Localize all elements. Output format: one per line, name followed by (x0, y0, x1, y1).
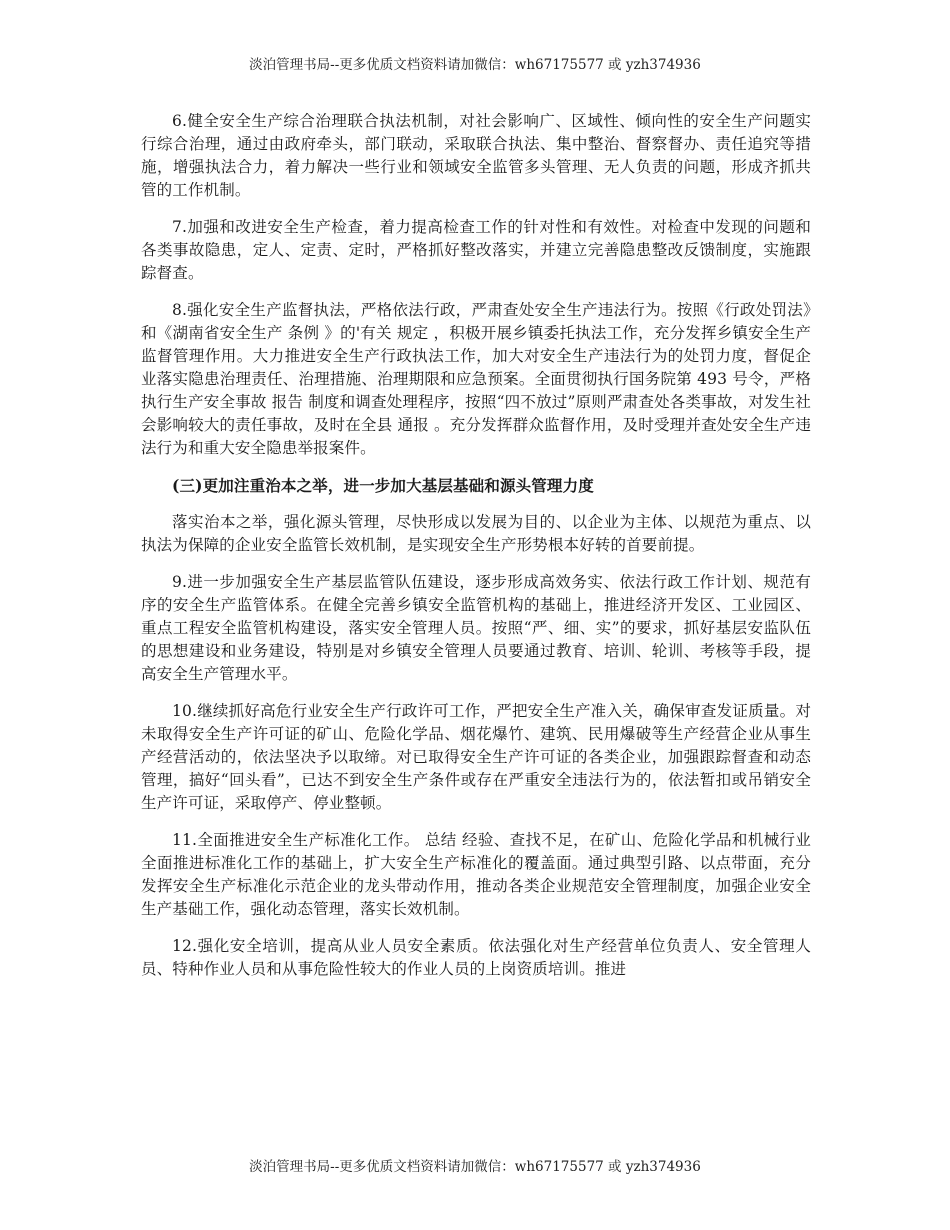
section-heading: (三)更加注重治本之举，进一步加大基层基础和源头管理力度 (172, 476, 594, 495)
paragraph-item-10: 10.继续抓好高危行业安全生产行政许可工作，严把安全生产准入关，确保审查发证质量。对未取得安全生产许可证的矿山、危险化学品、烟花爆竹、建筑、民用爆破等生产经营企业从事生产经营活动的，依法坚决予以取缔。对已取得安全生产许可证的各类企业，加强跟踪督查和动态管理，搞好“回头看”，已达不到安全生产条件或存在严重安全违法行为的，依法暂扣或吊销安全生产许可证，采取停产、停业整顿。 (141, 702, 811, 812)
document-body (141, 110, 811, 995)
paragraph-item-6: 6.健全安全生产综合治理联合执法机制，对社会影响广、区域性、倾向性的安全生产问题实行综合治理，通过由政府牵头，部门联动，采取联合执法、集中整治、督察督办、责任追究等措施，增强执法合力，着力解决一些行业和领域安全监管多头管理、无人负责的问题，形成齐抓共管的工作机制。 (141, 112, 811, 199)
paragraph-section-intro: 落实治本之举，强化源头管理，尽快形成以发展为目的、以企业为主体、以规范为重点、以执法为保障的企业安全监管长效机制，是实现安全生产形势根本好转的首要前提。 (141, 513, 811, 554)
paragraph-item-7: 7.加强和改进安全生产检查，着力提高检查工作的针对性和有效性。对检查中发现的问题和各类事故隐患，定人、定责、定时，严格抓好整改落实，并建立完善隐患整改反馈制度，实施跟踪督查。 (141, 218, 811, 282)
paragraph-item-8: 8.强化安全生产监督执法，严格依法行政，严肃查处安全生产违法行为。按照《行政处罚法》和《湖南省安全生产 条例 》的'有关 规定 ，积极开展乡镇委托执法工作，充分发挥乡镇安全生产监督管理作用。大力推进安全生产行政执法工作，加大对安全生产违法行为的处罚力度，督促企业落实隐患治理责任、治理措施、治理期限和应急预案。全面贯彻执行国务院第 493 号令，严格执行生产安全事故 报告 制度和调查处理程序，按照“四不放过”原则严肃查处各类事故，对发生社会影响较大的责任事故，及时在全县 通报 。充分发挥群众监督作用，及时受理并查处安全生产违法行为和重大安全隐患举报案件。 (141, 301, 811, 457)
page-header: 淡泊管理书局--更多优质文档资料请加微信：wh67175577 或 yzh374936 (249, 57, 701, 73)
paragraph-item-11: 11.全面推进安全生产标准化工作。 总结 经验、查找不足，在矿山、危险化学品和机械行业全面推进标准化工作的基础上，扩大安全生产标准化的覆盖面。通过典型引路、以点带面，充分发挥安全生产标准化示范企业的龙头带动作用，推动各类企业规范安全管理制度，加强企业安全生产基础工作，强化动态管理，落实长效机制。 (141, 831, 811, 918)
paragraph-item-9: 9.进一步加强安全生产基层监管队伍建设，逐步形成高效务实、依法行政工作计划、规范有序的安全生产监管体系。在健全完善乡镇安全监管机构的基础上，推进经济开发区、工业园区、重点工程安全监管机构建设，落实安全管理人员。按照“严、细、实”的要求，抓好基层安监队伍的思想建设和业务建设，特别是对乡镇安全管理人员要通过教育、培训、轮训、考核等手段，提高安全生产管理水平。 (141, 573, 811, 683)
page-footer: 淡泊管理书局--更多优质文档资料请加微信：wh67175577 或 yzh374936 (249, 1159, 701, 1175)
paragraph-item-12: 12.强化安全培训，提高从业人员安全素质。依法强化对生产经营单位负责人、安全管理人员、特种作业人员和从事危险性较大的作业人员的上岗资质培训。推进 (141, 937, 811, 978)
